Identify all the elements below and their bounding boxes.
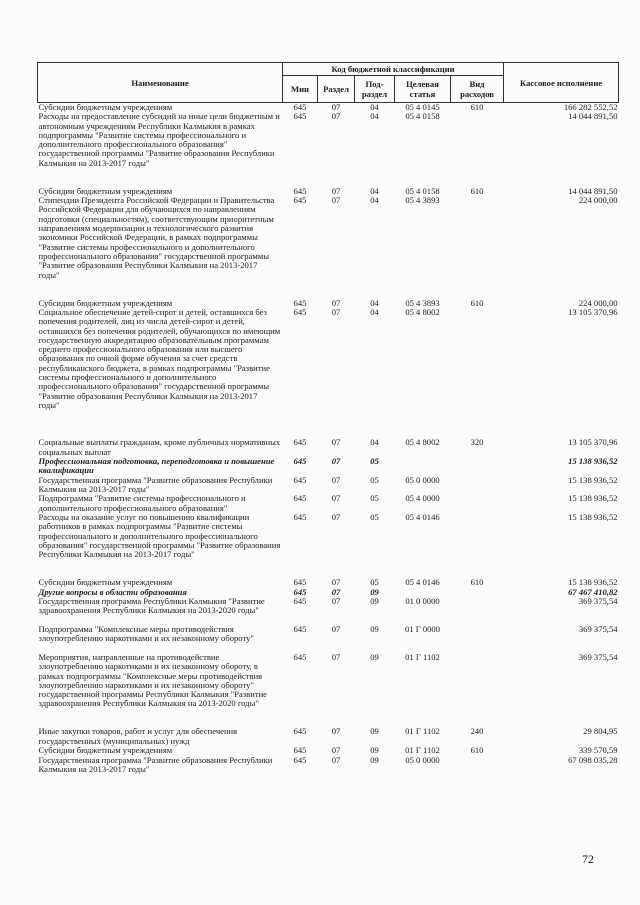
cell-razdel: 07	[331, 726, 341, 737]
cell-min: 645	[293, 306, 307, 317]
cell-vid: 240	[470, 726, 484, 737]
table-row	[38, 513, 619, 578]
table-body	[38, 103, 619, 775]
cell-name: Субсидии бюджетным учреждениям	[38, 297, 173, 308]
cell-min: 645	[293, 745, 307, 756]
cell-sum: 67 467 410,82	[568, 586, 618, 597]
table-row	[38, 196, 619, 298]
header-razdel: Раздел	[318, 76, 355, 103]
cell-razdel: 07	[331, 651, 341, 662]
cell-razdel: 07	[331, 595, 341, 606]
cell-razdel: 07	[331, 111, 341, 122]
cell-name: Субсидии бюджетным учреждениям	[38, 102, 173, 112]
cell-podrazdel: 05	[370, 493, 379, 504]
cell-name: Расходы на оказание услуг по повышению квалификации работников в рамках подпрограммы "Развитие системы профессионального и дополнительного профессионального образования" государственной программы "Развитие образования Республики Калмыкия на 2013-2017 годы"	[38, 512, 281, 560]
cell-vid	[451, 112, 504, 187]
header-podrazdel: Под-раздел	[355, 76, 395, 103]
cell-razdel: 07	[331, 185, 341, 196]
cell-podrazdel: 04	[370, 195, 379, 206]
cell-min: 645	[293, 185, 307, 196]
header-name: Наименование	[38, 63, 283, 103]
cell-vid: 610	[470, 185, 484, 196]
cell-podrazdel: 05	[370, 577, 379, 588]
cell-vid	[451, 513, 504, 578]
cell-sum: 14 044 891,50	[568, 111, 618, 122]
cell-vid: 610	[470, 745, 484, 756]
cell-target: 01 Г 1102	[405, 726, 440, 737]
cell-target: 05 4 0146	[405, 577, 440, 588]
cell-target: 05 0 0000	[405, 754, 440, 765]
cell-podrazdel: 04	[370, 111, 379, 122]
table-row	[38, 727, 619, 746]
cell-vid	[451, 625, 504, 653]
cell-razdel: 07	[331, 577, 341, 588]
table-row	[38, 457, 619, 476]
cell-vid	[451, 308, 504, 438]
cell-sum: 369 375,54	[578, 651, 618, 662]
cell-name: Иные закупки товаров, работ и услуг для обеспечения государственных (муниципальных) нужд	[38, 726, 238, 746]
cell-target: 05 4 0158	[405, 185, 440, 196]
cell-name: Социальные выплаты гражданам, кроме публичных нормативных социальных выплат	[38, 437, 281, 457]
cell-sum: 15 138 936,52	[568, 474, 618, 485]
cell-razdel: 07	[331, 306, 341, 317]
cell-name: Мероприятия, направленные на противодействие злоупотреблению наркотиками и их незаконному обороту, в рамках подпрограммы "Комплексные меры противодействия злоупотреблению наркотиками и их незаконному обороту" государственной программы Республики Калмыкия "Развитие здравоохранения Республики Калмыкия на 2013-2020 годы"	[38, 651, 267, 709]
header-code-group: Код бюджетной классификации	[283, 63, 504, 76]
cell-sum: 29 804,95	[583, 726, 618, 737]
cell-target: 05 4 0000	[405, 493, 440, 504]
table-row	[38, 653, 619, 728]
cell-target	[395, 457, 451, 476]
budget-table	[37, 62, 619, 774]
cell-podrazdel: 04	[370, 102, 379, 112]
cell-podrazdel: 05	[370, 474, 379, 485]
cell-min: 645	[293, 437, 307, 448]
cell-name: Подпрограмма "Комплексные меры противодействия злоупотреблению наркотиками и их незаконному обороту"	[38, 623, 254, 644]
cell-min: 645	[293, 493, 307, 504]
header-min: Мин	[283, 76, 318, 103]
cell-min: 645	[293, 623, 307, 634]
cell-target: 05 4 0145	[405, 102, 440, 112]
cell-min: 645	[293, 455, 307, 466]
table-row	[38, 625, 619, 653]
cell-razdel: 07	[331, 493, 341, 504]
cell-name: Государственная программа "Развитие образования Республики Калмыкия на 2013-2017 годы"	[38, 474, 273, 494]
cell-sum: 339 570,59	[578, 745, 618, 756]
cell-vid	[451, 653, 504, 728]
cell-min: 645	[293, 726, 307, 737]
cell-min: 645	[293, 474, 307, 485]
cell-vid	[451, 476, 504, 495]
cell-target: 01 Г 0000	[404, 623, 441, 634]
cell-name: Государственная программа Республики Калмыкия "Развитие здравоохранения Республики Калмыкия на 2013-2020 годы"	[38, 595, 265, 616]
cell-vid	[451, 756, 504, 775]
cell-vid: 610	[470, 577, 484, 588]
cell-min: 645	[293, 111, 307, 122]
cell-name: Расходы на предоставление субсидий на иные цели бюджетным и автономным учреждениям Республики Калмыкия в рамках подпрограммы "Развитие системы профессионального и дополнительного профессионального образования" государственной программы "Развитие образования Республики Калмыкия на 2013-2017 годы"	[38, 111, 280, 168]
cell-sum: 13 105 370,96	[568, 306, 618, 317]
cell-podrazdel: 09	[370, 651, 379, 662]
cell-sum: 224 000,00	[578, 195, 618, 206]
cell-vid	[451, 457, 504, 476]
cell-name: Профессиональная подготовка, переподготовка и повышение квалификации	[38, 455, 275, 476]
cell-podrazdel: 05	[370, 455, 379, 466]
cell-target: 05 0 0000	[405, 474, 440, 485]
cell-podrazdel: 09	[370, 595, 379, 606]
cell-vid	[451, 196, 504, 298]
cell-sum: 369 375,54	[578, 595, 618, 606]
cell-razdel: 07	[331, 455, 341, 466]
page-number: 72	[582, 852, 594, 866]
cell-name: Социальное обеспечение детей-сирот и детей, оставшихся без попечения родителей, лиц из числа детей-сирот и детей, оставшихся без попечения родителей, обучающихся по имеющим государственную аккредитацию образовательным программам среднего профессионального образования или высшего образования по очной форме обучения за счет средств республиканского бюджета, в рамках подпрограммы "Развитие системы профессионального и дополнительного профессионального образования" государственной программы "Развитие образования Республики Калмыкия на 2013-2017 годы"	[38, 306, 281, 410]
cell-razdel: 07	[331, 102, 341, 112]
table-row	[38, 112, 619, 187]
cell-min: 645	[293, 512, 307, 523]
cell-razdel: 07	[331, 745, 341, 756]
cell-razdel: 07	[331, 623, 341, 634]
header-sum: Кассовое исполнение	[504, 63, 619, 103]
cell-name: Стипендии Президента Российской Федерации и Правительства Российской Федерации для обучающихся по направлениям подготовки (специальностям), соответствующим приоритетным направлениям модернизации и технологического развития экономики Российской Федерации, в рамках подпрограммы "Развитие системы профессионального и дополнительного профессионального образования" государственной программы "Развитие образования Республики Калмыкия на 2013-2017 годы"	[38, 195, 275, 280]
cell-name: Другие вопросы в области образования	[38, 586, 187, 597]
cell-min: 645	[293, 595, 307, 606]
cell-razdel: 07	[331, 754, 341, 765]
cell-vid	[451, 494, 504, 513]
cell-sum: 15 138 936,52	[568, 577, 618, 588]
cell-target: 05 4 8002	[405, 306, 440, 317]
header-target: Целевая статья	[395, 76, 451, 103]
cell-sum: 166 282 552,52	[563, 102, 618, 112]
cell-vid: 610	[470, 297, 484, 308]
cell-razdel: 07	[331, 437, 341, 448]
table-row	[38, 756, 619, 775]
cell-podrazdel: 09	[370, 623, 379, 634]
cell-name: Субсидии бюджетным учреждениям	[38, 185, 173, 196]
cell-podrazdel: 09	[370, 754, 379, 765]
cell-vid	[451, 597, 504, 625]
table-row	[38, 597, 619, 625]
cell-name: Государственная программа "Развитие образования Республики Калмыкия на 2013-2017 годы"	[38, 754, 273, 774]
cell-name: Подпрограмма "Развитие системы профессионального и дополнительного профессионального образования"	[38, 493, 246, 513]
cell-target: 01 Г 1102	[405, 651, 440, 662]
cell-min: 645	[293, 102, 307, 112]
cell-podrazdel: 04	[370, 297, 379, 308]
cell-min: 645	[293, 195, 307, 206]
table-row	[38, 494, 619, 513]
table-row	[38, 438, 619, 457]
cell-sum: 369 375,54	[578, 623, 618, 634]
cell-sum: 15 138 936,52	[568, 493, 618, 504]
table-row	[38, 308, 619, 438]
cell-podrazdel: 09	[370, 745, 379, 756]
cell-target: 05 4 3893	[405, 297, 440, 308]
cell-razdel: 07	[331, 512, 341, 523]
cell-razdel: 07	[331, 474, 341, 485]
cell-target: 05 4 8002	[405, 437, 440, 448]
cell-target: 05 4 3893	[405, 195, 440, 206]
cell-min: 645	[293, 754, 307, 765]
cell-name: Субсидии бюджетным учреждениям	[38, 745, 173, 756]
cell-podrazdel: 09	[370, 726, 379, 737]
cell-vid	[451, 588, 504, 597]
cell-target: 05 4 0146	[405, 512, 440, 523]
cell-target: 05 4 0158	[405, 111, 440, 122]
cell-razdel: 07	[331, 195, 341, 206]
cell-target: 01 Г 1102	[405, 745, 440, 756]
cell-podrazdel: 04	[370, 306, 379, 317]
header-vid: Вид расходов	[451, 76, 504, 103]
cell-sum: 14 044 891,50	[568, 185, 618, 196]
cell-name: Субсидии бюджетным учреждениям	[38, 577, 173, 588]
table-header	[38, 63, 619, 103]
cell-razdel: 07	[331, 586, 341, 597]
cell-sum: 15 138 936,52	[568, 512, 618, 523]
cell-sum: 224 000,00	[578, 297, 618, 308]
cell-podrazdel: 09	[370, 586, 379, 597]
cell-min: 645	[293, 651, 307, 662]
cell-podrazdel: 04	[370, 185, 379, 196]
cell-vid: 610	[470, 102, 484, 112]
cell-min: 645	[293, 297, 307, 308]
cell-razdel: 07	[331, 297, 341, 308]
cell-sum: 67 098 035,28	[568, 754, 618, 765]
cell-podrazdel: 05	[370, 512, 379, 523]
cell-podrazdel: 04	[370, 437, 379, 448]
table-row	[38, 476, 619, 495]
cell-target: 01 0 0000	[405, 595, 440, 606]
cell-vid: 320	[470, 437, 484, 448]
cell-sum: 15 138 936,52	[568, 455, 618, 466]
cell-min: 645	[293, 586, 307, 597]
cell-min: 645	[293, 577, 307, 588]
cell-sum: 13 105 370,96	[568, 437, 618, 448]
